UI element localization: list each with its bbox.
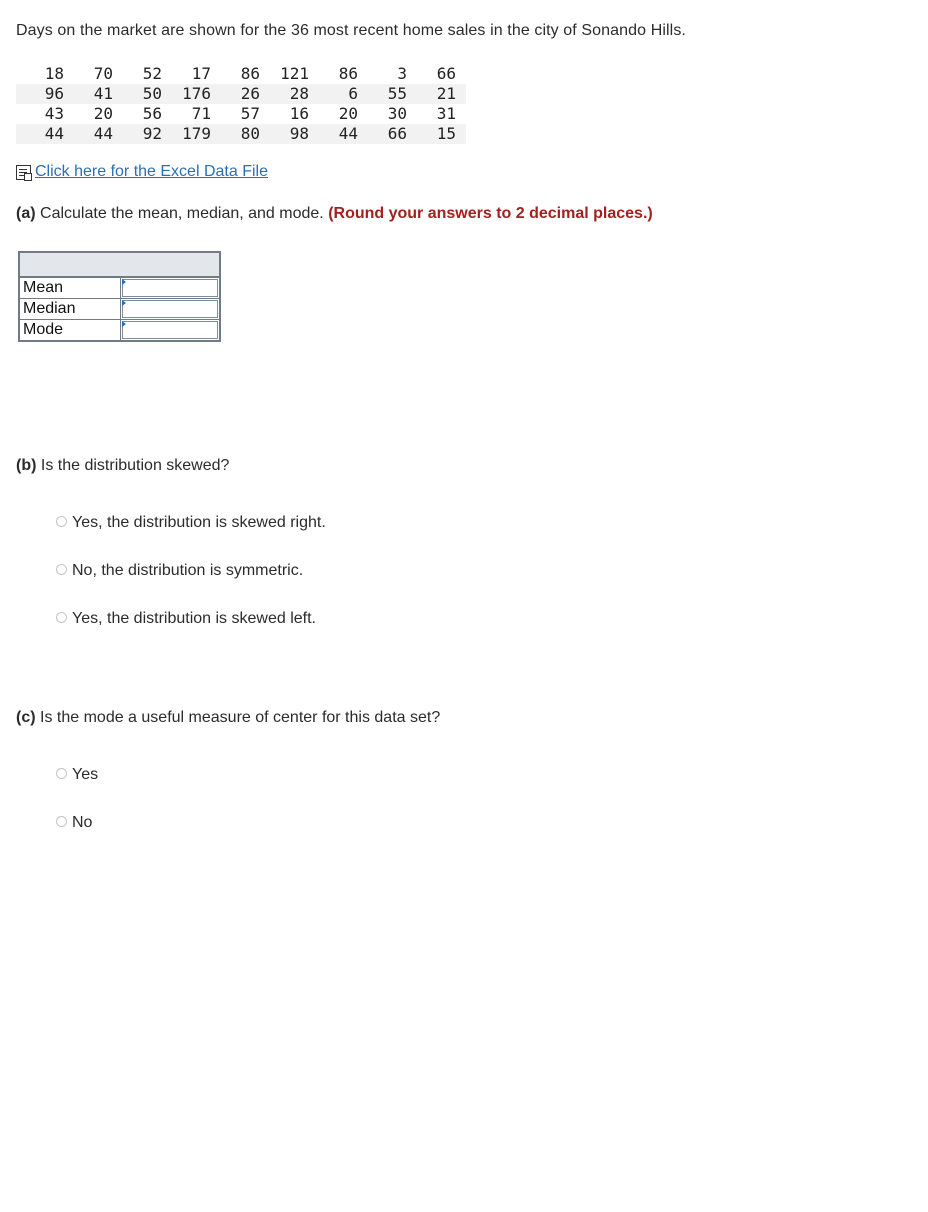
header-cell [19,252,220,277]
table-pad [456,84,466,104]
question-b-label: (b) [16,457,37,474]
data-cell: 121 [280,64,309,83]
option-label: No [72,814,93,831]
answer-table-header [19,252,220,277]
radio-button[interactable] [56,816,67,827]
answer-row-mean [19,277,220,299]
rounding-instruction: (Round your answers to 2 decimal places.) [328,205,653,222]
option-skewed-left[interactable] [56,610,316,628]
data-cell: 86 [338,64,358,83]
question-c-text: Is the mode a useful measure of center for this data set? [35,709,441,726]
option-label: No, the distribution is symmetric. [72,562,304,579]
answer-row-mode [19,320,220,342]
question-a-label: (a) [16,205,36,222]
question-b-text: Is the distribution skewed? [36,457,230,474]
data-cell: 96 [16,84,64,104]
data-cell: 41 [64,84,113,104]
data-cell: 176 [162,84,211,104]
table-pad [456,64,466,84]
question-c-label: (c) [16,709,36,726]
data-cell: 50 [113,84,162,104]
data-cell: 44 [64,124,113,144]
question-a-text: Calculate the mean, median, and mode. [35,205,329,222]
data-cell: 15 [407,124,456,144]
data-cell: 18 [44,64,64,83]
data-cell: 44 [309,124,358,144]
data-cell: 56 [142,104,162,123]
option-no[interactable] [56,814,92,832]
data-cell: 43 [44,104,64,123]
mean-cell [121,277,221,299]
data-cell: 30 [387,104,407,123]
data-cell: 66 [358,124,407,144]
mean-label: Mean [19,277,121,299]
option-skewed-right[interactable] [56,514,326,532]
question-b [16,457,229,475]
radio-button[interactable] [56,768,67,779]
data-cell: 57 [240,104,260,123]
option-label: Yes, the distribution is skewed right. [72,514,326,531]
data-cell: 20 [93,104,113,123]
table-row [16,104,466,124]
data-cell: 28 [260,84,309,104]
table-row [16,64,466,84]
excel-link-label: Click here for the Excel Data File [35,163,268,180]
data-cell: 20 [338,104,358,123]
data-cell: 31 [436,104,456,123]
input-marker-icon [122,279,126,285]
data-cell: 16 [289,104,309,123]
radio-button[interactable] [56,612,67,623]
mean-input[interactable] [122,279,218,297]
data-cell: 21 [407,84,456,104]
option-label: Yes [72,766,99,783]
answer-row-median [19,299,220,320]
question-c [16,709,440,727]
table-pad [456,124,466,144]
data-cell: 179 [162,124,211,144]
data-cell: 98 [260,124,309,144]
mode-input[interactable] [122,321,218,339]
option-label: Yes, the distribution is skewed left. [72,610,316,627]
table-pad [456,104,466,124]
question-a [16,205,653,223]
data-cell: 17 [191,64,211,83]
data-cell: 55 [358,84,407,104]
problem-intro: Days on the market are shown for the 36 most recent home sales in the city of Sonando Hills. [16,22,686,39]
table-row [16,84,466,104]
data-table [16,64,466,144]
data-cell: 70 [93,64,113,83]
data-cell: 66 [436,64,456,83]
data-cell: 71 [191,104,211,123]
data-cell: 80 [211,124,260,144]
median-input[interactable] [122,300,218,318]
option-yes[interactable] [56,766,98,784]
radio-button[interactable] [56,564,67,575]
data-cell: 6 [309,84,358,104]
median-cell [121,299,221,320]
radio-button[interactable] [56,516,67,527]
answer-table [18,251,221,342]
data-cell: 52 [142,64,162,83]
spreadsheet-icon [16,165,31,180]
mode-cell [121,320,221,342]
data-cell: 92 [113,124,162,144]
data-cell: 86 [240,64,260,83]
table-row [16,124,466,144]
data-cell: 3 [397,64,407,83]
input-marker-icon [122,321,126,327]
excel-data-link[interactable] [16,163,268,181]
data-cell: 44 [16,124,64,144]
input-marker-icon [122,300,126,306]
median-label: Median [19,299,121,320]
mode-label: Mode [19,320,121,342]
option-symmetric[interactable] [56,562,303,580]
data-cell: 26 [211,84,260,104]
